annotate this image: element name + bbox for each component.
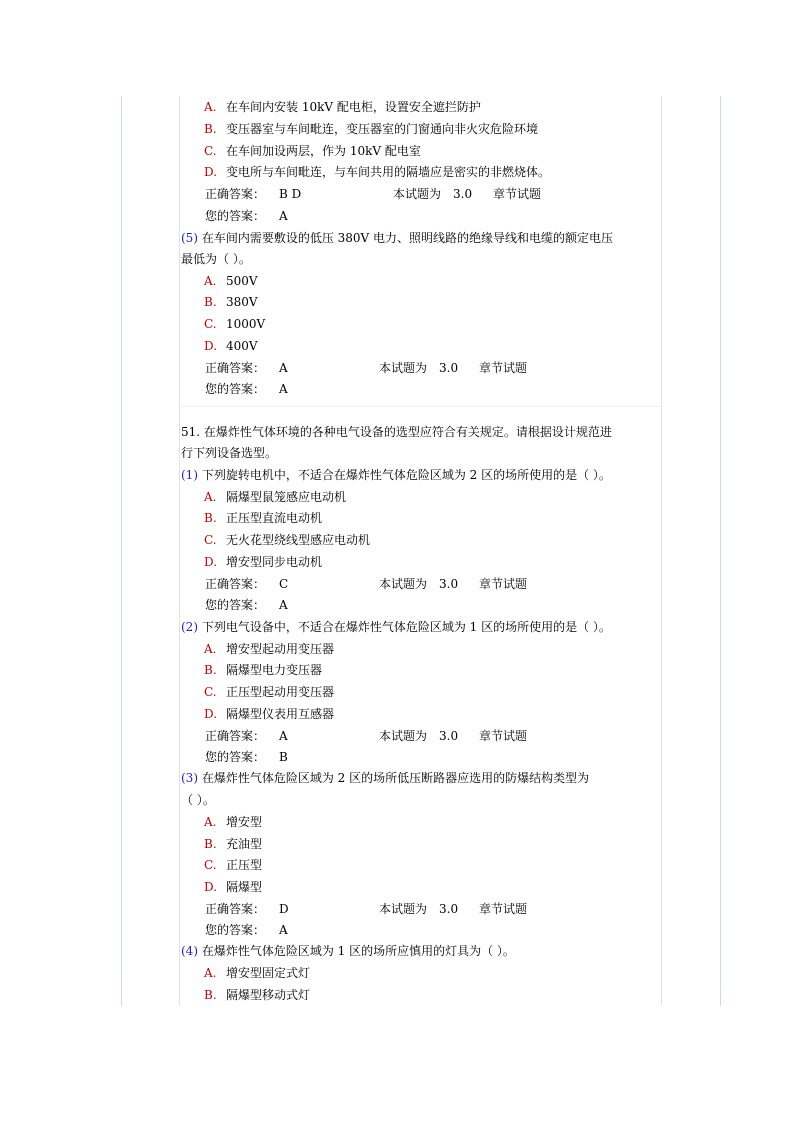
option-a: A. 在车间内安装 10kV 配电柜，设置安全遮拦防护 (204, 100, 481, 114)
subquestion-4: (4) 在爆炸性气体危险区域为 1 区的场所应慎用的灯具为（ ）。 (181, 944, 515, 958)
option-c: C. 1000V (204, 317, 266, 331)
subquestion-1: (1) 下列旋转电机中，不适合在爆炸性气体危险区域为 2 区的场所使用的是（ ）。 (181, 468, 611, 482)
correct-answer-row: 正确答案： A 本试题为 3.0 章节试题 (205, 361, 528, 375)
subquestion-3: (3) 在爆炸性气体危险区域为 2 区的场所低压断路器应选用的防爆结构类型为 (181, 771, 590, 785)
your-answer-row: 您的答案： A (205, 598, 288, 612)
option-a: A. 增安型 (204, 815, 263, 829)
section-divider (181, 406, 661, 407)
your-answer-row: 您的答案： A (205, 923, 288, 937)
option-d: D. 400V (204, 339, 258, 353)
subquestion-2: (2) 下列电气设备中，不适合在爆炸性气体危险区域为 1 区的场所使用的是（ ）。 (181, 620, 611, 634)
option-c: C. 正压型 (204, 858, 263, 872)
option-b: B. 隔爆型移动式灯 (204, 988, 311, 1002)
correct-answer-row: 正确答案： A 本试题为 3.0 章节试题 (205, 729, 528, 743)
option-b: B. 充油型 (204, 837, 263, 851)
option-b: B. 隔爆型电力变压器 (204, 663, 323, 677)
your-answer-row: 您的答案： A (205, 209, 288, 223)
option-b: B. 变压器室与车间毗连，变压器室的门窗通向非火灾危险环境 (204, 122, 539, 136)
question-51-cont: 行下列设备选型。 (181, 446, 278, 460)
option-d: D. 隔爆型 (204, 880, 263, 894)
option-a: A. 增安型固定式灯 (204, 966, 311, 980)
subquestion-3-cont: （ ）。 (181, 793, 215, 807)
correct-answer-row: 正确答案： D 本试题为 3.0 章节试题 (205, 902, 528, 916)
option-a: A. 500V (204, 274, 258, 288)
option-d: D. 增安型同步电动机 (204, 555, 323, 569)
your-answer-row: 您的答案： B (205, 750, 288, 764)
option-b: B. 正压型直流电动机 (204, 511, 323, 525)
your-answer-row: 您的答案： A (205, 382, 288, 396)
question-51: 51. 在爆炸性气体环境的各种电气设备的选型应符合有关规定。请根据设计规范进 (181, 425, 612, 439)
option-c: C. 在车间加设两层，作为 10kV 配电室 (204, 144, 421, 158)
option-c: C. 正压型起动用变压器 (204, 685, 335, 699)
option-d: D. 变电所与车间毗连，与车间共用的隔墙应是密实的非燃烧体。 (204, 165, 551, 179)
option-c: C. 无火花型绕线型感应电动机 (204, 533, 371, 547)
question-5: (5) 在车间内需要敷设的低压 380V 电力、照明线路的绝缘导线和电缆的额定电压 (181, 231, 614, 245)
option-a: A. 隔爆型鼠笼感应电动机 (204, 490, 347, 504)
option-a: A. 增安型起动用变压器 (204, 642, 335, 656)
option-d: D. 隔爆型仪表用互感器 (204, 707, 335, 721)
correct-answer-row: 正确答案： B D 本试题为 3.0 章节试题 (205, 187, 542, 201)
question-5-cont: 最低为（ ）。 (181, 252, 251, 266)
option-b: B. 380V (204, 295, 258, 309)
correct-answer-row: 正确答案： C 本试题为 3.0 章节试题 (205, 577, 528, 591)
